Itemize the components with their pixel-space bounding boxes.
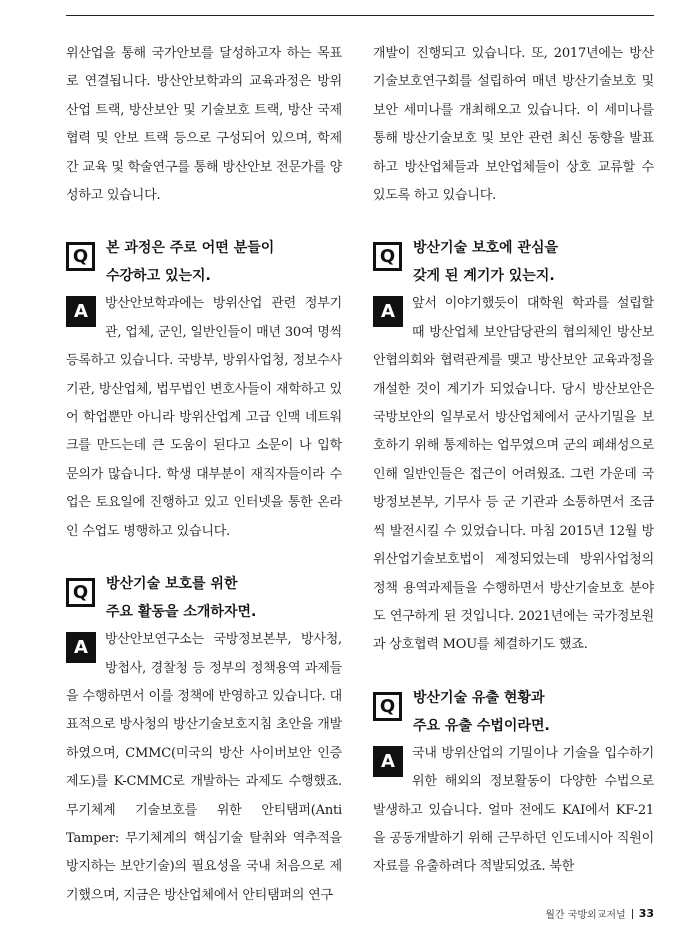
footer-divider [632,909,633,919]
a-label-icon: A [66,632,96,663]
qa-block-3 [373,234,654,659]
q-label-icon: Q [66,578,95,607]
question-line-2: 수강하고 있는지. [106,268,211,285]
left-intro-paragraph: 위산업을 통해 국가안보를 달성하고자 하는 목표로 연결됩니다. 방산안보학과의 교육과정은 방위산업 트랙, 방산보안 및 기술보호 트랙, 방산 국제협력 및 안보 트랙 등으로 구성되어 있으며, 학제간 교육 및 학술연구를 통해 방산안보 전문가를 양성하고 있습니다. [66,46,342,204]
left-column [66,40,342,910]
answer-block [373,290,654,659]
q-label-icon: Q [66,242,95,271]
question-line-1: 방산기술 보호에 관심을 [413,240,558,257]
q-label-icon: Q [373,242,402,271]
page-footer [545,906,654,921]
answer-paragraph: 방산안보연구소는 국방정보본부, 방사청, 방첩사, 경찰청 등 정부의 정책용역 과제들을 수행하면서 이를 정책에 반영하고 있습니다. 대표적으로 방사청의 방산기술보호지침 초안을 개발하였으며, CMMC(미국의 방산 사이버보안 인증제도)를 K-CMMC로 개발하는 과제도 수행했죠. 무기체계 기술보호를 위한 안티탬퍼(Anti Tamper: 무기체계의 핵심기술 탈취와 역추적을 방지하는 보안기술)의 필요성을 국내 처음으로 제기했으며, 지금은 방산업체에서 안티탬퍼의 연구 [66,632,342,903]
question-header [66,234,342,290]
a-label-icon: A [373,746,403,777]
answer-block [66,626,342,910]
a-label-icon: A [373,296,403,327]
question-line-1: 방산기술 보호를 위한 [106,576,238,593]
right-column [373,40,654,882]
question-header [373,234,654,290]
answer-paragraph: 방산안보학과에는 방위산업 관련 정부기관, 업체, 군인, 일반인들이 매년 30여 명씩 등록하고 있습니다. 국방부, 방위사업청, 정보수사기관, 방산업체, 법무법인 변호사들이 재학하고 있어 학업뿐만 아니라 방위산업계 고급 인맥 네트워크를 만드는데 큰 도움이 된다고 소문이 나 입학 문의가 많습니다. 학생 대부분이 재직자들이라 수업은 토요일에 진행하고 있고 인터넷을 통한 온라인 수업도 병행하고 있습니다. [66,296,342,539]
question-header [373,684,654,740]
qa-block-2 [66,570,342,910]
question-line-1: 방산기술 유출 현황과 [413,689,545,706]
question-line-2: 주요 활동을 소개하자면. [106,604,257,621]
question-line-2: 갖게 된 계기가 있는지. [413,268,555,285]
q-label-icon: Q [373,692,402,721]
a-label-icon: A [66,296,96,327]
publication-name: 월간 국방외교저널 [545,910,626,921]
answer-paragraph: 앞서 이야기했듯이 대학원 학과를 설립할 때 방산업체 보안담당관의 협의체인 방산보안협의회와 협력관계를 맺고 방산보안 교육과정을 개설한 것이 계기가 되었습니다. 당시 방산보안은 국방보안의 일부로서 방산업체에서 군사기밀을 보호하기 위해 통제하는 업무였으며 군의 폐쇄성으로 인해 일반인들은 접근이 어려웠죠. 그런 가운데 국방정보본부, 기무사 등 군 기관과 소통하면서 조금씩 발전시킬 수 있었습니다. 마침 2015년 12월 방위산업기술보호법이 제정되었는데 방위사업청의 정책 용역과제들을 수행하면서 방산기술보호 분야도 연구하게 된 것입니다. 2021년에는 국가정보원과 상호협력 MOU를 체결하기도 했죠. [373,296,654,653]
qa-block-4 [373,684,654,882]
page-number: 33 [638,907,654,920]
answer-block [66,290,342,546]
answer-paragraph: 국내 방위산업의 기밀이나 기술을 입수하기 위한 해외의 정보활동이 다양한 수법으로 발생하고 있습니다. 얼마 전에도 KAI에서 KF-21을 공동개발하기 위해 근무하던 인도네시아 직원이 자료를 유출하려다 적발되었죠. 북한 [373,745,654,875]
question-line-2: 주요 유출 수법이라면. [413,717,550,734]
qa-block-1 [66,234,342,546]
top-rule [66,15,654,16]
question-line-1: 본 과정은 주로 어떤 분들이 [106,240,275,257]
right-intro-paragraph: 개발이 진행되고 있습니다. 또, 2017년에는 방산기술보호연구회를 설립하여 매년 방산기술보호 및 보안 세미나를 개최해오고 있습니다. 이 세미나를 통해 방산기술보호 및 보안 관련 최신 동향을 발표하고 방산업체들과 보안업체들이 상호 교류할 수 있도록 하고 있습니다. [373,46,654,204]
answer-block [373,740,654,882]
question-header [66,570,342,626]
